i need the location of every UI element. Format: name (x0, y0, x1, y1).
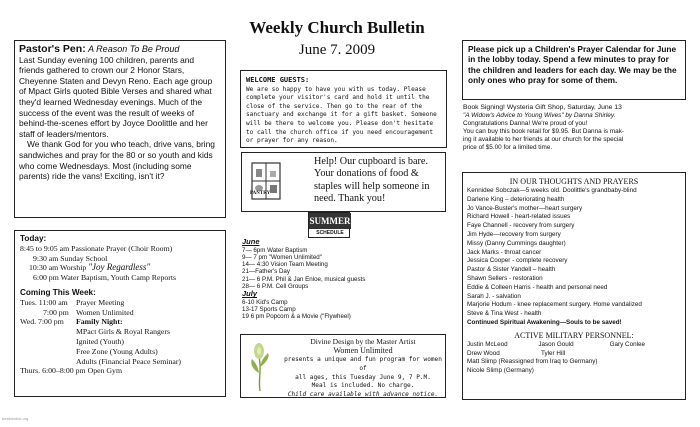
women-unlimited-text (281, 337, 445, 399)
month-label: June (242, 237, 260, 246)
prayer-item: Missy (Danny Cummings daughter) (467, 239, 566, 247)
coming-event: Ignited (Youth) (76, 336, 124, 346)
bulletin-title: Weekly Church Bulletin (249, 18, 425, 37)
coming-time: Wed. 7:00 pm (20, 317, 64, 327)
coming-event: Adults (Financial Peace Seminar) (76, 356, 182, 366)
military-line: Matt Slimp (Reassigned from Iraq to Germany) (467, 358, 598, 366)
prayer-item: Jessica Cooper - complete recovery (467, 257, 568, 265)
pantry-box (241, 152, 446, 212)
welcome-body: We are so happy to have you with us today. Please complete your visitor's card and hold it until the close of the service. Then go to the rear of the sanctuary and exchange it for a gift basket. Someone will be there to welcome you. Please don't hesitate to call the church office if you need encouragement or prayer for any reason. (246, 85, 437, 145)
bulletin-date: June 7. 2009 (298, 42, 376, 58)
prayer-item: Jack Marks - throat cancer (467, 248, 542, 256)
military-row (467, 350, 681, 359)
sermon-title: "Joy Regardless" (88, 262, 151, 273)
schedule-item: 28— 6 P.M. Cell Groups (242, 282, 309, 290)
today-item: 8:45 to 9:05 am Passionate Prayer (Choir Room) (20, 243, 173, 253)
prayer-item: Shawn Sellers - restoration (467, 274, 543, 282)
book-line: You can buy this book retail for $9.95. But Danna is mak- (463, 127, 625, 135)
today-item: 9:30 am Sunday School (33, 253, 108, 263)
summer-logo-top: SUMMER (309, 213, 351, 229)
schedule-item: 13-17 Sports Camp (242, 306, 296, 314)
military-name: Tyler Hill (541, 349, 566, 357)
divine-line: Divine Design by the Master Artist (310, 337, 416, 346)
coming-event: Free Zone (Young Adults) (76, 346, 158, 356)
military-row (467, 341, 681, 350)
coming-row (20, 298, 220, 308)
flower-icon (244, 339, 276, 393)
prayer-closing: Continued Spiritual Awakening—Souls to be saved! (467, 318, 622, 326)
military-name: Jason Gould (538, 340, 574, 348)
military-name: Drew Wood (467, 349, 500, 357)
prayer-item: Richard Howell - heart-related issues (467, 213, 571, 221)
coming-event: Women Unlimited (76, 307, 134, 317)
coming-event: Family Night: (76, 317, 123, 327)
today-worship: 10:30 am Worship (29, 263, 87, 273)
women-unlimited-box (240, 334, 446, 398)
book-title-line: "A Widow's Advice to Young Wives" by Danna Shirley. (463, 111, 616, 119)
prayer-item: Faye Channell - recovery from surgery (467, 222, 575, 230)
pantry-cupboard-icon (246, 159, 286, 203)
prayer-item: Marjorie Hodum - knee replacement surgery. Home vandalized (467, 301, 642, 309)
divine-line: presents a unique and fun program for women of (284, 356, 442, 372)
schedule-item: 14— 4:30 Vision Team Meeting (242, 261, 328, 269)
book-line: Congratulations Danna! We're proud of you! (463, 119, 588, 127)
pastors-pen-label: Pastor's Pen: (19, 43, 86, 55)
book-heading: Book Signing! Wysteria Gift Shop, Saturday, June 13 (463, 104, 622, 111)
schedule-item: 21—Father's Day (242, 268, 290, 276)
pantry-icon-label: PANTRY (250, 191, 271, 196)
prayer-calendar-text: Please pick up a Children's Prayer Calendar for June in the lobby today. Spend a few minutes to pray for the children and leaders for each day. We may be the only ones who pray for some of them. (468, 44, 677, 85)
pastors-pen-heading (19, 44, 221, 55)
schedule-item: 21— 6 P.M. Phil & Jan Enloe, musical guests (242, 275, 366, 283)
military-line: Nicole Slimp (Germany) (467, 367, 534, 375)
divine-line: Child care available with advance notice. (287, 390, 439, 398)
month-label: July (242, 289, 258, 299)
book-line: price of $5.00 for a limited time. (463, 143, 553, 151)
watermark: bestlandlot.org (2, 416, 29, 421)
welcome-heading: WELCOME GUESTS: (246, 76, 310, 84)
pastors-pen-subheading: A Reason To Be Proud (88, 44, 180, 54)
military-heading: ACTIVE MILITARY PERSONNEL: (514, 330, 634, 340)
coming-row (20, 317, 220, 327)
military-name: Gary Conlee (609, 340, 646, 348)
coming-time: Tues. 11:00 am (20, 297, 68, 307)
prayer-item: Darlene King – deteriorating health (467, 195, 565, 203)
summer-logo-bottom: SCHEDULE (316, 230, 344, 236)
coming-row (20, 308, 220, 318)
prayer-item: Steve & Tina West - health (467, 310, 542, 318)
coming-heading: Coming This Week: (20, 287, 96, 297)
summer-schedule-logo (308, 212, 350, 238)
military-name: Justin McLeod (467, 340, 508, 348)
coming-time: 7:00 pm (43, 307, 69, 317)
schedule-item: 7— 6pm Water Baptism (242, 246, 308, 254)
today-item: 6:00 pm Water Baptism, Youth Camp Reports (33, 273, 177, 283)
today-item (20, 263, 220, 273)
book-line: ing it available to her friends at our church for the special (463, 135, 624, 143)
welcome-guests-box (240, 70, 447, 148)
divine-line: all ages, this Tuesday June 9, 7 P.M. (295, 373, 431, 381)
pastors-pen-paragraph: Last Sunday evening 100 children, parents and friends gathered to crown our 2 Honor Stars, Cheyenne Staten and Devyn Reno. Each age group of Mpact Girls quoted Bible Verses and shared what they'd learned Wednesday evenings. Much of the success of the event was the result of weeks of behind-the-scenes effort by Joyce Doolittle and her staff of leaders/mentors. (19, 54, 213, 139)
book-signing-notice (463, 104, 693, 151)
divine-line: Meal is included. No charge. (311, 382, 415, 390)
prayer-item: Jim Hyde—recovery from surgery (467, 230, 561, 238)
prayer-item: Pastor & Sister Yandell – health (467, 266, 556, 274)
coming-event: Prayer Meeting (76, 297, 125, 307)
prayer-item: Jo Vance-Buster's mother—heart surgery (467, 204, 583, 212)
prayer-calendar-box (462, 40, 686, 100)
schedule-box (14, 230, 226, 397)
prayer-list-box (462, 172, 686, 400)
prayer-item: Kennidee Sobczak—5 weeks old. Doolittle's grandbaby-blind (467, 187, 637, 194)
today-heading: Today: (20, 234, 47, 243)
pastors-pen-box (14, 40, 226, 218)
pantry-text: Help! Our cupboard is bare. Your donations of food & staples will help someone in need. Thank you! (314, 156, 430, 205)
prayer-item: Sarah J. - salvation (467, 292, 521, 300)
schedule-item: 6-10 Kid's Camp (242, 298, 288, 306)
schedule-item: 19 6 pm Popcorn & a Movie ("Flywheel) (242, 313, 351, 321)
coming-event: MPact Girls & Royal Rangers (76, 327, 170, 337)
coming-event: Thurs. 6:00–8:00 pm Open Gym (20, 366, 123, 376)
prayer-item: Eddie & Colleen Harris - health and personal need (467, 283, 608, 291)
prayer-list-heading: IN OUR THOUGHTS AND PRAYERS (509, 177, 639, 186)
schedule-item: 9— 7 pm "Women Unlimited" (242, 253, 322, 261)
divine-line: Women Unlimited (333, 346, 393, 356)
summer-schedule-list (242, 238, 452, 321)
pastors-pen-paragraph: We thank God for you who teach, drive vans, bring sandwiches and pray for the 80 or so youth and kids who come Wednesdays. Most (including some parents) ride the vans! Exciting, isn't it? (19, 139, 215, 182)
